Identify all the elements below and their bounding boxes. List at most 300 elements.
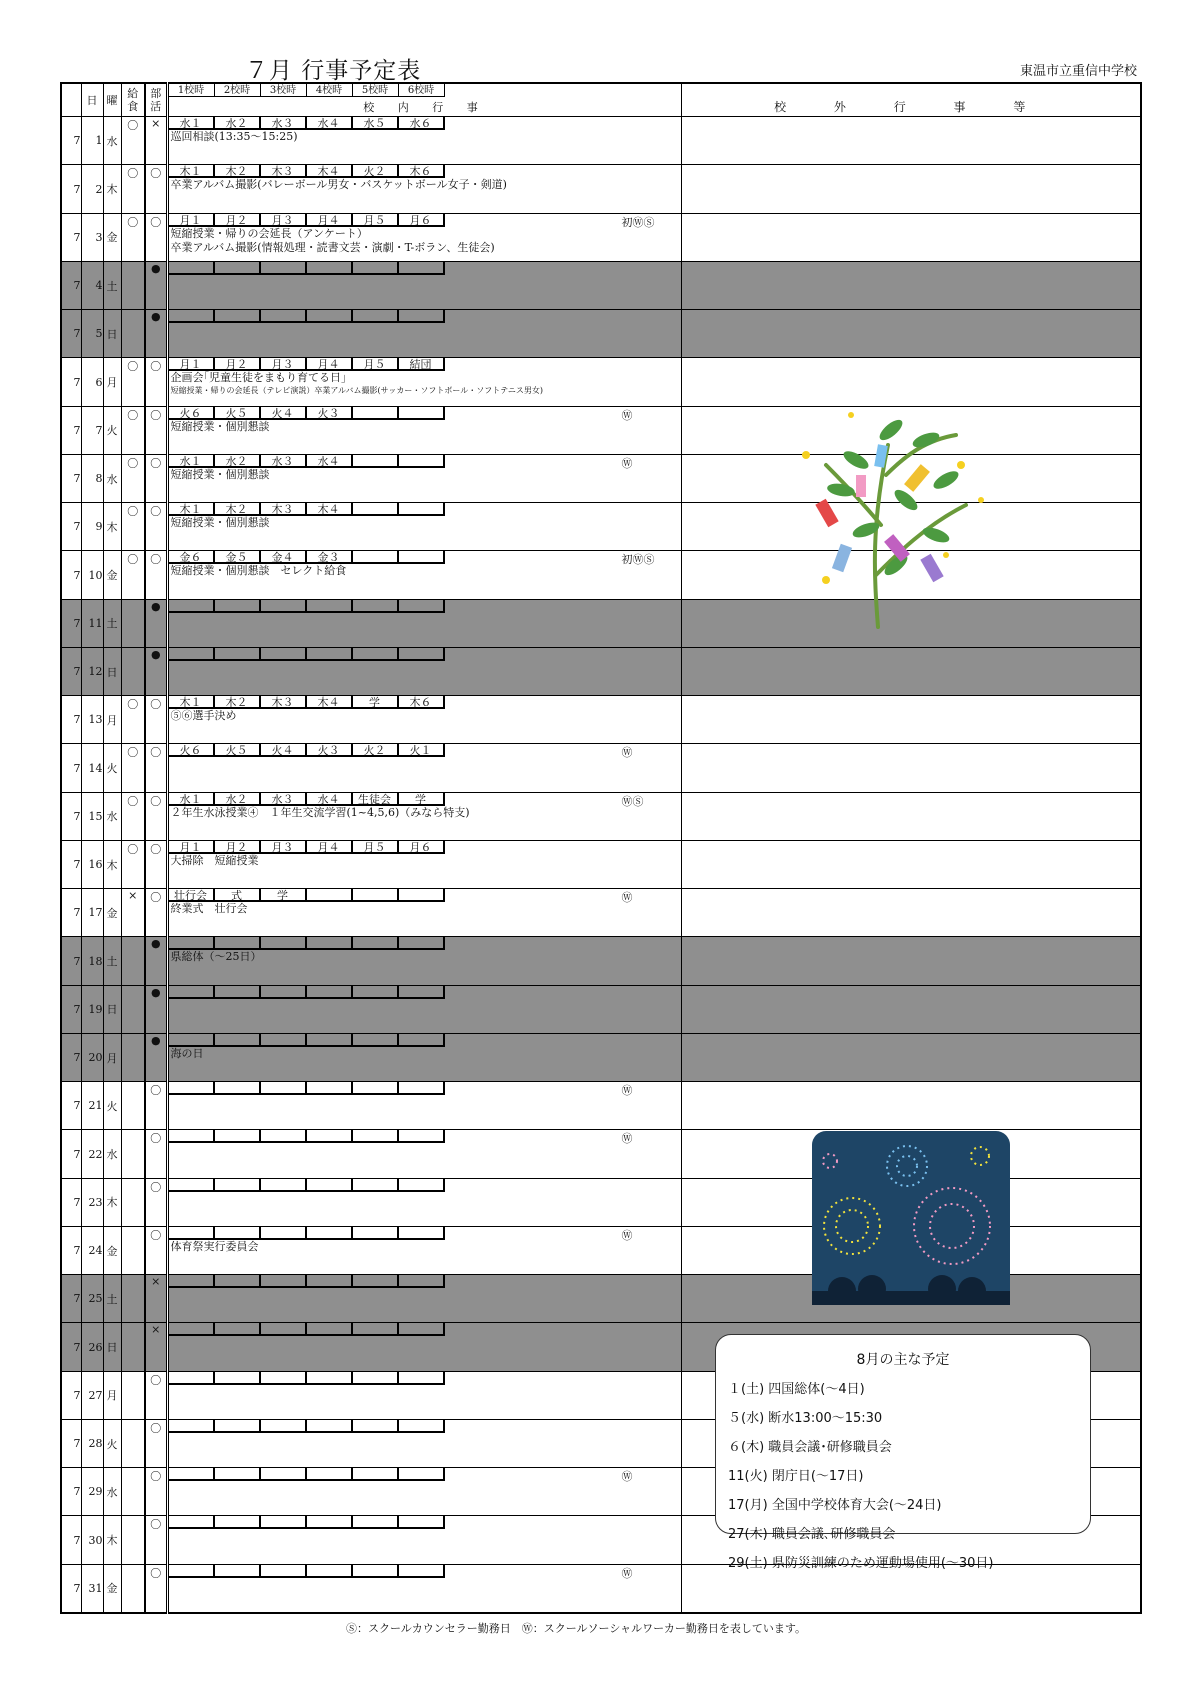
period-cell (353, 1372, 399, 1385)
header-club: 部 活 (145, 83, 167, 117)
august-item: 29(土) 県防災訓練のため運動場使用(～30日) (728, 1556, 994, 1571)
day-row (61, 1082, 1141, 1130)
period-cell: 木２ (215, 165, 261, 178)
school-events-cell (167, 1564, 681, 1613)
period-cell (353, 262, 399, 275)
period-cell: 月５ (353, 358, 399, 371)
period-cell (215, 1323, 261, 1336)
period-row (169, 696, 681, 709)
period-cell (261, 310, 307, 323)
month-cell: 7 (61, 406, 81, 454)
school-event: 卒業アルバム撮影(バレーボール男女・バスケットボール女子・剣道) (170, 178, 507, 192)
period-cell: 月４ (307, 841, 353, 854)
period-cell (169, 648, 215, 661)
period-cell (353, 310, 399, 323)
period-cell (399, 1227, 445, 1240)
month-cell: 7 (61, 1275, 81, 1323)
school-event: 短縮授業・帰りの会延長（アンケート） (170, 226, 368, 240)
outside-events-cell (681, 1033, 1141, 1081)
weekday-cell: 日 (103, 310, 121, 358)
period-cell: 木１ (169, 165, 215, 178)
staff-mark: 初ⓌⓈ (621, 553, 655, 567)
period-cell (399, 1420, 445, 1433)
period-cell (169, 1468, 215, 1481)
period-cell (261, 1372, 307, 1385)
period-row (169, 262, 681, 275)
period-cell: 月６ (399, 214, 445, 227)
day-row (61, 310, 1141, 358)
period-cell: 水４ (307, 117, 353, 130)
day-row (61, 937, 1141, 985)
day-row (61, 358, 1141, 406)
outside-events-cell (681, 165, 1141, 213)
period-cell: 月１ (169, 841, 215, 854)
day-cell: 23 (81, 1178, 103, 1226)
period-cell: 壮行会 (169, 889, 215, 902)
period-cell: 木３ (261, 165, 307, 178)
period-cell: 金４ (261, 551, 307, 564)
outside-events-cell (681, 261, 1141, 309)
weekday-cell: 土 (103, 937, 121, 985)
period-cell: 月２ (215, 841, 261, 854)
period-cell: 生徒会 (353, 793, 399, 806)
period-row (169, 744, 681, 757)
period-cell (307, 937, 353, 950)
club-cell: ● (145, 310, 167, 358)
period-row (169, 455, 681, 468)
fireworks-illustration (812, 1131, 1010, 1305)
period-cell (307, 1130, 353, 1143)
staff-mark: Ⓦ (621, 408, 633, 422)
school-event: 短縮授業・個別懇談 セレクト給食 (170, 564, 347, 578)
period-cell (399, 407, 445, 420)
header-weekday: 曜 (103, 83, 121, 117)
weekday-cell: 水 (103, 1468, 121, 1516)
period-cell (169, 600, 215, 613)
header-outside-events (681, 83, 1141, 117)
period-cell (307, 889, 353, 902)
school-events-cell (167, 1419, 681, 1467)
lunch-cell (121, 647, 145, 695)
weekday-cell: 火 (103, 744, 121, 792)
school-events-cell (167, 213, 681, 261)
period-cell (353, 600, 399, 613)
weekday-cell: 日 (103, 1323, 121, 1371)
period-cell (353, 986, 399, 999)
day-cell: 20 (81, 1033, 103, 1081)
period-cell (307, 648, 353, 661)
month-cell: 7 (61, 551, 81, 599)
period-cell: 木１ (169, 503, 215, 516)
period-cell (169, 310, 215, 323)
weekday-cell: 月 (103, 696, 121, 744)
school-events-cell (167, 647, 681, 695)
school-events-cell (167, 1130, 681, 1178)
lunch-cell: 〇 (121, 406, 145, 454)
school-events-cell (167, 1226, 681, 1274)
legend-footnote: Ⓢ：スクールカウンセラー勤務日 Ⓦ：スクールソーシャルワーカー勤務日を表しています。 (346, 1622, 807, 1635)
day-cell: 7 (81, 406, 103, 454)
period-row (169, 793, 681, 806)
period-cell: 火２ (353, 165, 399, 178)
period-cell (169, 1130, 215, 1143)
period-cell: 水３ (261, 793, 307, 806)
period-cell (215, 1420, 261, 1433)
lunch-cell (121, 310, 145, 358)
period-cell: 学 (353, 696, 399, 709)
day-row (61, 117, 1141, 165)
day-row (61, 985, 1141, 1033)
day-cell: 22 (81, 1130, 103, 1178)
period-cell (353, 1516, 399, 1529)
month-cell: 7 (61, 1178, 81, 1226)
header-school-events (167, 83, 681, 117)
day-row (61, 1033, 1141, 1081)
period-cell: 水５ (353, 117, 399, 130)
period-cell: 月４ (307, 358, 353, 371)
period-cell (261, 600, 307, 613)
period-cell (169, 1420, 215, 1433)
period-cell: 月６ (399, 841, 445, 854)
period-row (169, 648, 681, 661)
period-row (169, 1516, 681, 1529)
month-cell: 7 (61, 1323, 81, 1371)
period-cell (215, 262, 261, 275)
school-event: 短縮授業・個別懇談 (170, 516, 270, 530)
header-period-6: 6校時 (399, 84, 445, 97)
period-cell: 月１ (169, 214, 215, 227)
period-row (169, 503, 681, 516)
period-cell (399, 1372, 445, 1385)
period-row (169, 986, 681, 999)
period-cell (353, 551, 399, 564)
outside-events-cell (681, 696, 1141, 744)
school-event: 短縮授業・個別懇談 (170, 467, 270, 481)
period-cell: 水４ (307, 793, 353, 806)
day-cell: 31 (81, 1564, 103, 1613)
day-cell: 12 (81, 647, 103, 695)
lunch-cell (121, 1226, 145, 1274)
staff-mark: Ⓦ (621, 456, 633, 470)
day-cell: 17 (81, 889, 103, 937)
period-cell (307, 1034, 353, 1047)
period-cell: 水６ (399, 117, 445, 130)
period-cell (307, 1372, 353, 1385)
period-cell: 学 (399, 793, 445, 806)
day-cell: 8 (81, 454, 103, 502)
school-event: 体育祭実行委員会 (170, 1239, 259, 1253)
period-row (169, 889, 681, 902)
school-events-cell (167, 937, 681, 985)
outside-events-cell (681, 1082, 1141, 1130)
day-row (61, 213, 1141, 261)
month-cell: 7 (61, 792, 81, 840)
period-cell (399, 1082, 445, 1095)
period-cell: 水３ (261, 117, 307, 130)
period-cell (169, 262, 215, 275)
school-events-cell (167, 1371, 681, 1419)
staff-mark: Ⓦ (621, 891, 633, 905)
period-cell (399, 1275, 445, 1288)
period-row (169, 1034, 681, 1047)
period-cell (399, 1468, 445, 1481)
month-cell: 7 (61, 1419, 81, 1467)
period-row (169, 1179, 681, 1192)
school-events-cell (167, 165, 681, 213)
school-event: 大掃除 短縮授業 (170, 853, 259, 867)
period-row (169, 841, 681, 854)
club-cell: ● (145, 599, 167, 647)
club-cell: 〇 (145, 503, 167, 551)
school-events-cell (167, 358, 681, 406)
day-cell: 9 (81, 503, 103, 551)
weekday-cell: 金 (103, 1564, 121, 1613)
staff-mark: Ⓦ (621, 1470, 633, 1484)
day-cell: 16 (81, 840, 103, 888)
month-cell: 7 (61, 1516, 81, 1564)
period-cell: 木４ (307, 696, 353, 709)
period-cell (215, 1372, 261, 1385)
day-cell: 28 (81, 1419, 103, 1467)
period-cell (261, 937, 307, 950)
weekday-cell: 水 (103, 1130, 121, 1178)
outside-events-cell (681, 117, 1141, 165)
period-cell (261, 1227, 307, 1240)
period-cell (307, 310, 353, 323)
month-cell: 7 (61, 647, 81, 695)
period-row (169, 358, 681, 371)
period-cell (353, 407, 399, 420)
club-cell: 〇 (145, 1564, 167, 1613)
month-cell: 7 (61, 985, 81, 1033)
period-cell (307, 1082, 353, 1095)
outside-events-cell (681, 358, 1141, 406)
lunch-cell (121, 261, 145, 309)
weekday-cell: 金 (103, 551, 121, 599)
period-cell (353, 937, 399, 950)
lunch-cell: 〇 (121, 454, 145, 502)
period-row (169, 1130, 681, 1143)
period-cell: 水１ (169, 117, 215, 130)
period-cell (399, 1179, 445, 1192)
club-cell: ● (145, 261, 167, 309)
club-cell: 〇 (145, 1419, 167, 1467)
day-row (61, 792, 1141, 840)
club-cell: ● (145, 985, 167, 1033)
period-cell (215, 648, 261, 661)
club-cell: × (145, 117, 167, 165)
weekday-cell: 月 (103, 1371, 121, 1419)
period-cell (353, 1275, 399, 1288)
period-cell (353, 503, 399, 516)
period-cell (399, 551, 445, 564)
club-cell: 〇 (145, 696, 167, 744)
period-row (169, 1420, 681, 1433)
period-cell (353, 1130, 399, 1143)
school-events-cell (167, 1323, 681, 1371)
period-cell (169, 1372, 215, 1385)
weekday-cell: 金 (103, 1226, 121, 1274)
period-cell (215, 1468, 261, 1481)
period-row (169, 1468, 681, 1481)
outside-events-cell (681, 792, 1141, 840)
lunch-cell: 〇 (121, 840, 145, 888)
header-period-4: 4校時 (307, 84, 353, 97)
weekday-cell: 水 (103, 117, 121, 165)
period-cell (215, 1565, 261, 1578)
club-cell: 〇 (145, 213, 167, 261)
period-row (169, 600, 681, 613)
period-row (169, 1227, 681, 1240)
day-cell: 14 (81, 744, 103, 792)
outside-events-cell (681, 985, 1141, 1033)
outside-events-cell (681, 647, 1141, 695)
period-row (169, 551, 681, 564)
period-cell: 火３ (307, 744, 353, 757)
period-cell (215, 1034, 261, 1047)
month-cell: 7 (61, 1468, 81, 1516)
header-day: 日 (81, 83, 103, 117)
weekday-cell: 日 (103, 985, 121, 1033)
month-cell: 7 (61, 840, 81, 888)
school-events-cell (167, 889, 681, 937)
school-events-cell (167, 1275, 681, 1323)
outside-events-cell (681, 840, 1141, 888)
lunch-cell: 〇 (121, 213, 145, 261)
club-cell: ● (145, 647, 167, 695)
outside-events-cell (681, 744, 1141, 792)
period-row (169, 214, 681, 227)
school-events-cell (167, 117, 681, 165)
club-cell: 〇 (145, 1516, 167, 1564)
header-period-5: 5校時 (353, 84, 399, 97)
period-cell: 火４ (261, 744, 307, 757)
club-cell: 〇 (145, 1226, 167, 1274)
day-cell: 29 (81, 1468, 103, 1516)
day-cell: 2 (81, 165, 103, 213)
period-cell (399, 503, 445, 516)
period-cell (399, 937, 445, 950)
header-period-1: 1校時 (169, 84, 215, 97)
period-cell (261, 262, 307, 275)
day-cell: 18 (81, 937, 103, 985)
period-cell (307, 1420, 353, 1433)
period-row (169, 1082, 681, 1095)
period-cell (307, 600, 353, 613)
period-cell (261, 1468, 307, 1481)
period-cell (399, 310, 445, 323)
school-events-cell (167, 310, 681, 358)
period-cell (353, 1565, 399, 1578)
period-cell: 月４ (307, 214, 353, 227)
period-cell (261, 648, 307, 661)
period-cell (353, 1227, 399, 1240)
school-name: 東温市立重信中学校 (1020, 64, 1138, 79)
period-cell (399, 1130, 445, 1143)
weekday-cell: 木 (103, 840, 121, 888)
period-cell: 木６ (399, 165, 445, 178)
school-events-cell (167, 551, 681, 599)
day-row (61, 744, 1141, 792)
period-cell (307, 1468, 353, 1481)
header-outside-events-label: 校 外 行 事 等 (774, 100, 1048, 114)
period-cell: 学 (261, 889, 307, 902)
school-events-cell (167, 503, 681, 551)
school-events-cell (167, 1516, 681, 1564)
month-cell: 7 (61, 117, 81, 165)
school-events-cell (167, 1033, 681, 1081)
period-row (169, 310, 681, 323)
lunch-cell (121, 1419, 145, 1467)
period-cell (215, 937, 261, 950)
day-cell: 4 (81, 261, 103, 309)
august-item: 11(火) 閉庁日(～17日) (728, 1469, 864, 1484)
period-cell (169, 1082, 215, 1095)
lunch-cell (121, 599, 145, 647)
period-cell: 水３ (261, 455, 307, 468)
period-cell: 木４ (307, 503, 353, 516)
school-events-cell (167, 840, 681, 888)
period-cell (399, 1323, 445, 1336)
month-cell: 7 (61, 696, 81, 744)
weekday-cell: 金 (103, 889, 121, 937)
period-cell: 月５ (353, 214, 399, 227)
club-cell: 〇 (145, 406, 167, 454)
period-cell (169, 986, 215, 999)
period-cell (261, 1565, 307, 1578)
weekday-cell: 土 (103, 599, 121, 647)
day-row (61, 165, 1141, 213)
period-cell: 火６ (169, 744, 215, 757)
period-cell: 火５ (215, 407, 261, 420)
lunch-cell: 〇 (121, 696, 145, 744)
lunch-cell (121, 1178, 145, 1226)
staff-mark: Ⓦ (621, 1228, 633, 1242)
august-item: 17(月) 全国中学校体育大会(～24日) (728, 1498, 942, 1513)
weekday-cell: 水 (103, 792, 121, 840)
day-cell: 6 (81, 358, 103, 406)
period-cell: 水４ (307, 455, 353, 468)
august-schedule-box (715, 1334, 1091, 1571)
period-cell: 金６ (169, 551, 215, 564)
staff-mark: Ⓦ (621, 1084, 633, 1098)
weekday-cell: 火 (103, 1419, 121, 1467)
weekday-cell: 木 (103, 503, 121, 551)
lunch-cell: 〇 (121, 551, 145, 599)
school-event: ⑤⑥選手決め (170, 709, 237, 723)
month-cell: 7 (61, 503, 81, 551)
period-cell: 木２ (215, 696, 261, 709)
period-cell: 火５ (215, 744, 261, 757)
lunch-cell (121, 1323, 145, 1371)
period-cell: 火２ (353, 744, 399, 757)
period-cell (261, 1034, 307, 1047)
club-cell: × (145, 1275, 167, 1323)
club-cell: 〇 (145, 1371, 167, 1419)
day-cell: 10 (81, 551, 103, 599)
club-cell: 〇 (145, 889, 167, 937)
period-cell (169, 1565, 215, 1578)
month-cell: 7 (61, 1564, 81, 1613)
period-cell: 結団 (399, 358, 445, 371)
august-item: 27(木) 職員会議､研修職員会 (728, 1527, 896, 1542)
weekday-cell: 月 (103, 1033, 121, 1081)
club-cell: 〇 (145, 551, 167, 599)
period-cell (169, 1516, 215, 1529)
period-cell (261, 986, 307, 999)
period-cell (215, 1130, 261, 1143)
period-row (169, 165, 681, 178)
